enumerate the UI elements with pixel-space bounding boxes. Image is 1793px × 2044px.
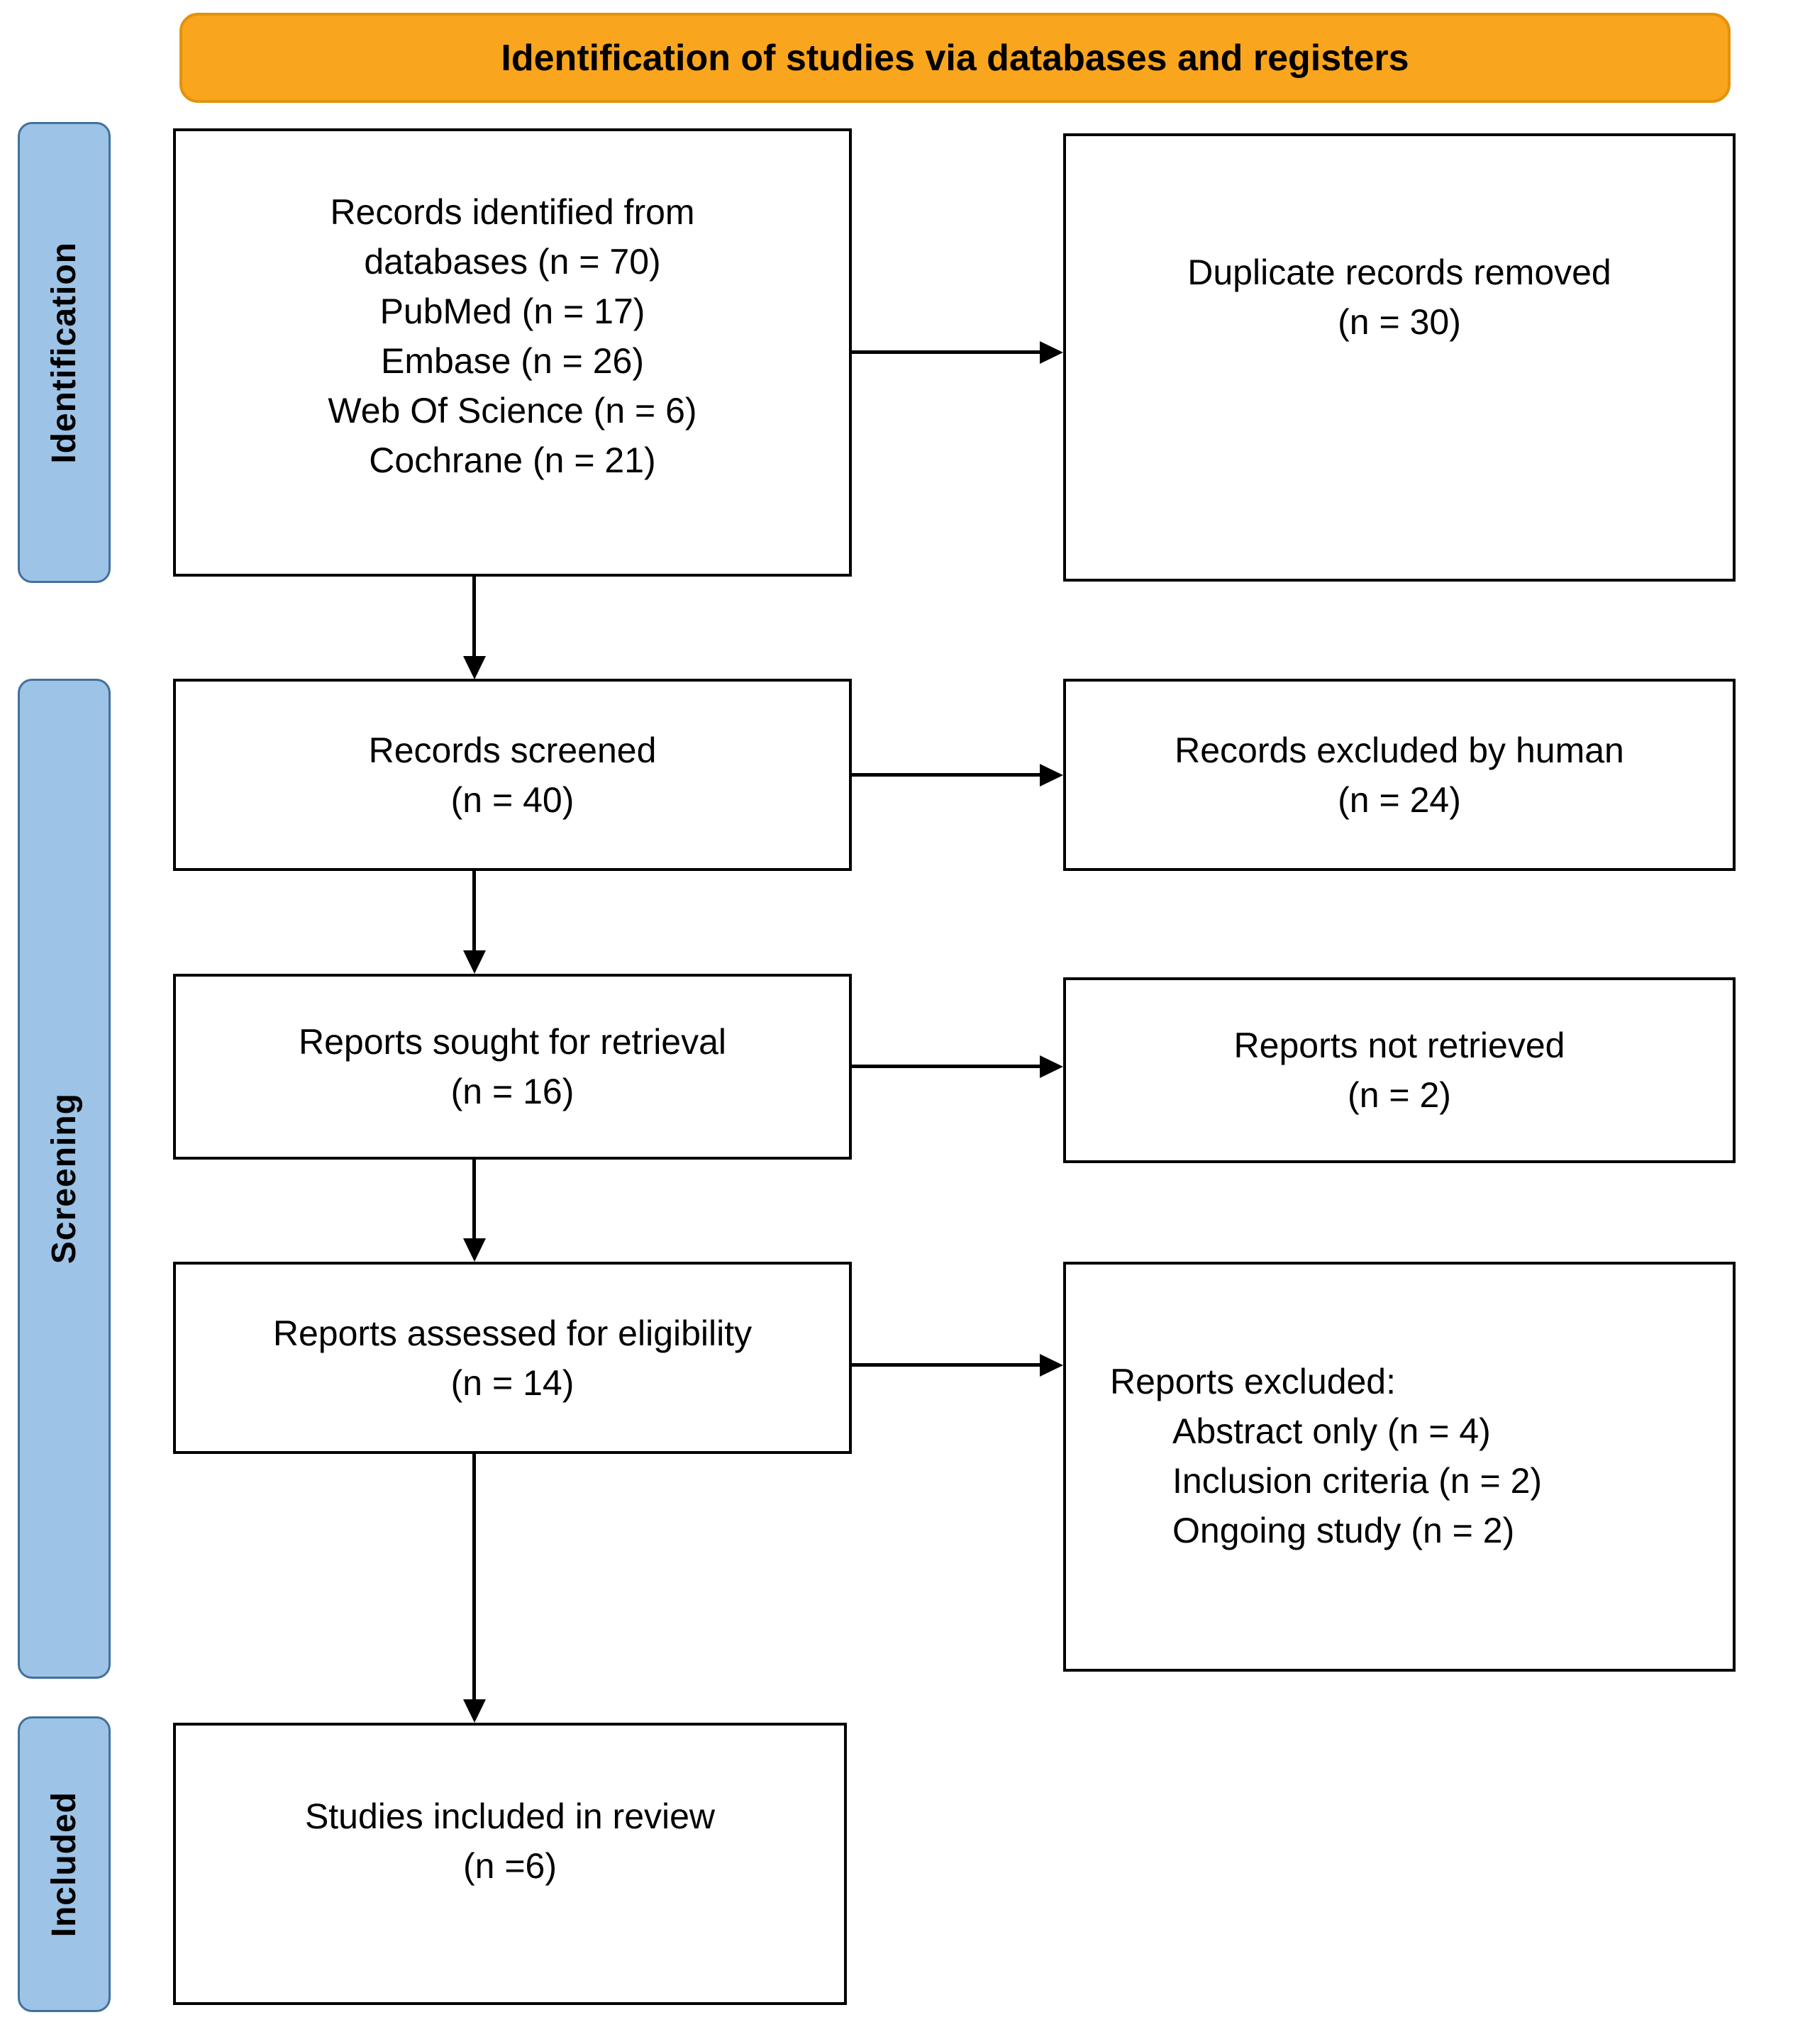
reports-excluded-items <box>1110 1406 1542 1555</box>
box-reports-not-retrieved <box>1063 977 1736 1163</box>
box-text-line: Records excluded by human <box>1175 730 1624 770</box>
box-text-line: (n = 2) <box>1348 1075 1451 1115</box>
stage-label-identification <box>18 122 111 583</box>
arrow-sought-to-not-retrieved <box>852 1065 1040 1068</box>
box-duplicates-removed <box>1063 133 1736 582</box>
stage-label-included-text: Included <box>45 1791 83 1938</box>
arrow-assessed-to-reports-excluded <box>852 1363 1040 1367</box>
arrow-identified-to-duplicates <box>852 350 1040 354</box>
arrow-sought-to-assessed <box>472 1160 476 1238</box>
reports-excluded-header: Reports excluded: <box>1110 1362 1397 1401</box>
box-records-excluded-by-human <box>1063 679 1736 871</box>
box-text-line: Studies included in review <box>304 1796 716 1836</box>
arrow-screened-to-sought <box>472 871 476 950</box>
box-text-line: Abstract only (n = 4) <box>1172 1411 1491 1451</box>
box-text-line: Ongoing study (n = 2) <box>1172 1511 1515 1550</box>
box-text-line: databases (n = 70) <box>364 242 661 282</box>
box-text-line: Reports sought for retrieval <box>298 1022 727 1062</box>
box-text-line: Embase (n = 26) <box>380 341 645 381</box>
stage-label-screening-text: Screening <box>45 1093 83 1265</box>
box-text-line: Duplicate records removed <box>1187 252 1611 292</box>
box-studies-included <box>173 1723 847 2005</box>
box-text-line: (n = 14) <box>450 1362 574 1403</box>
box-text-line: Inclusion criteria (n = 2) <box>1172 1461 1543 1501</box>
box-text-line: (n =6) <box>462 1846 557 1886</box>
box-reports-sought <box>173 974 852 1160</box>
box-text-line: (n = 40) <box>450 779 574 820</box>
box-text-line: Cochrane (n = 21) <box>369 440 656 480</box>
box-reports-excluded <box>1063 1262 1736 1672</box>
box-reports-assessed <box>173 1262 852 1454</box>
arrow-identified-to-screened <box>472 577 476 656</box>
diagram-title-text: Identification of studies via databases and registers <box>501 37 1409 79</box>
stage-label-screening <box>18 679 111 1679</box>
box-text-line: Records identified from <box>330 192 695 232</box>
box-text-line: (n = 24) <box>1338 779 1461 820</box>
stage-label-identification-text: Identification <box>45 241 83 464</box>
box-text-line: (n = 30) <box>1338 302 1461 342</box>
box-text-line: Reports not retrieved <box>1233 1026 1565 1065</box>
box-text-line: Records screened <box>368 730 657 770</box>
diagram-title-banner <box>179 13 1731 103</box>
stage-label-included <box>18 1716 111 2012</box>
box-text-line: (n = 16) <box>450 1072 574 1111</box>
box-text-line: Web Of Science (n = 6) <box>328 391 697 431</box>
box-text-line: PubMed (n = 17) <box>379 291 645 331</box>
box-text-line: Reports assessed for eligibility <box>272 1313 753 1353</box>
arrow-assessed-to-included <box>472 1454 476 1699</box>
box-records-screened <box>173 679 852 871</box>
box-records-identified <box>173 128 852 577</box>
arrow-screened-to-excluded <box>852 773 1040 777</box>
